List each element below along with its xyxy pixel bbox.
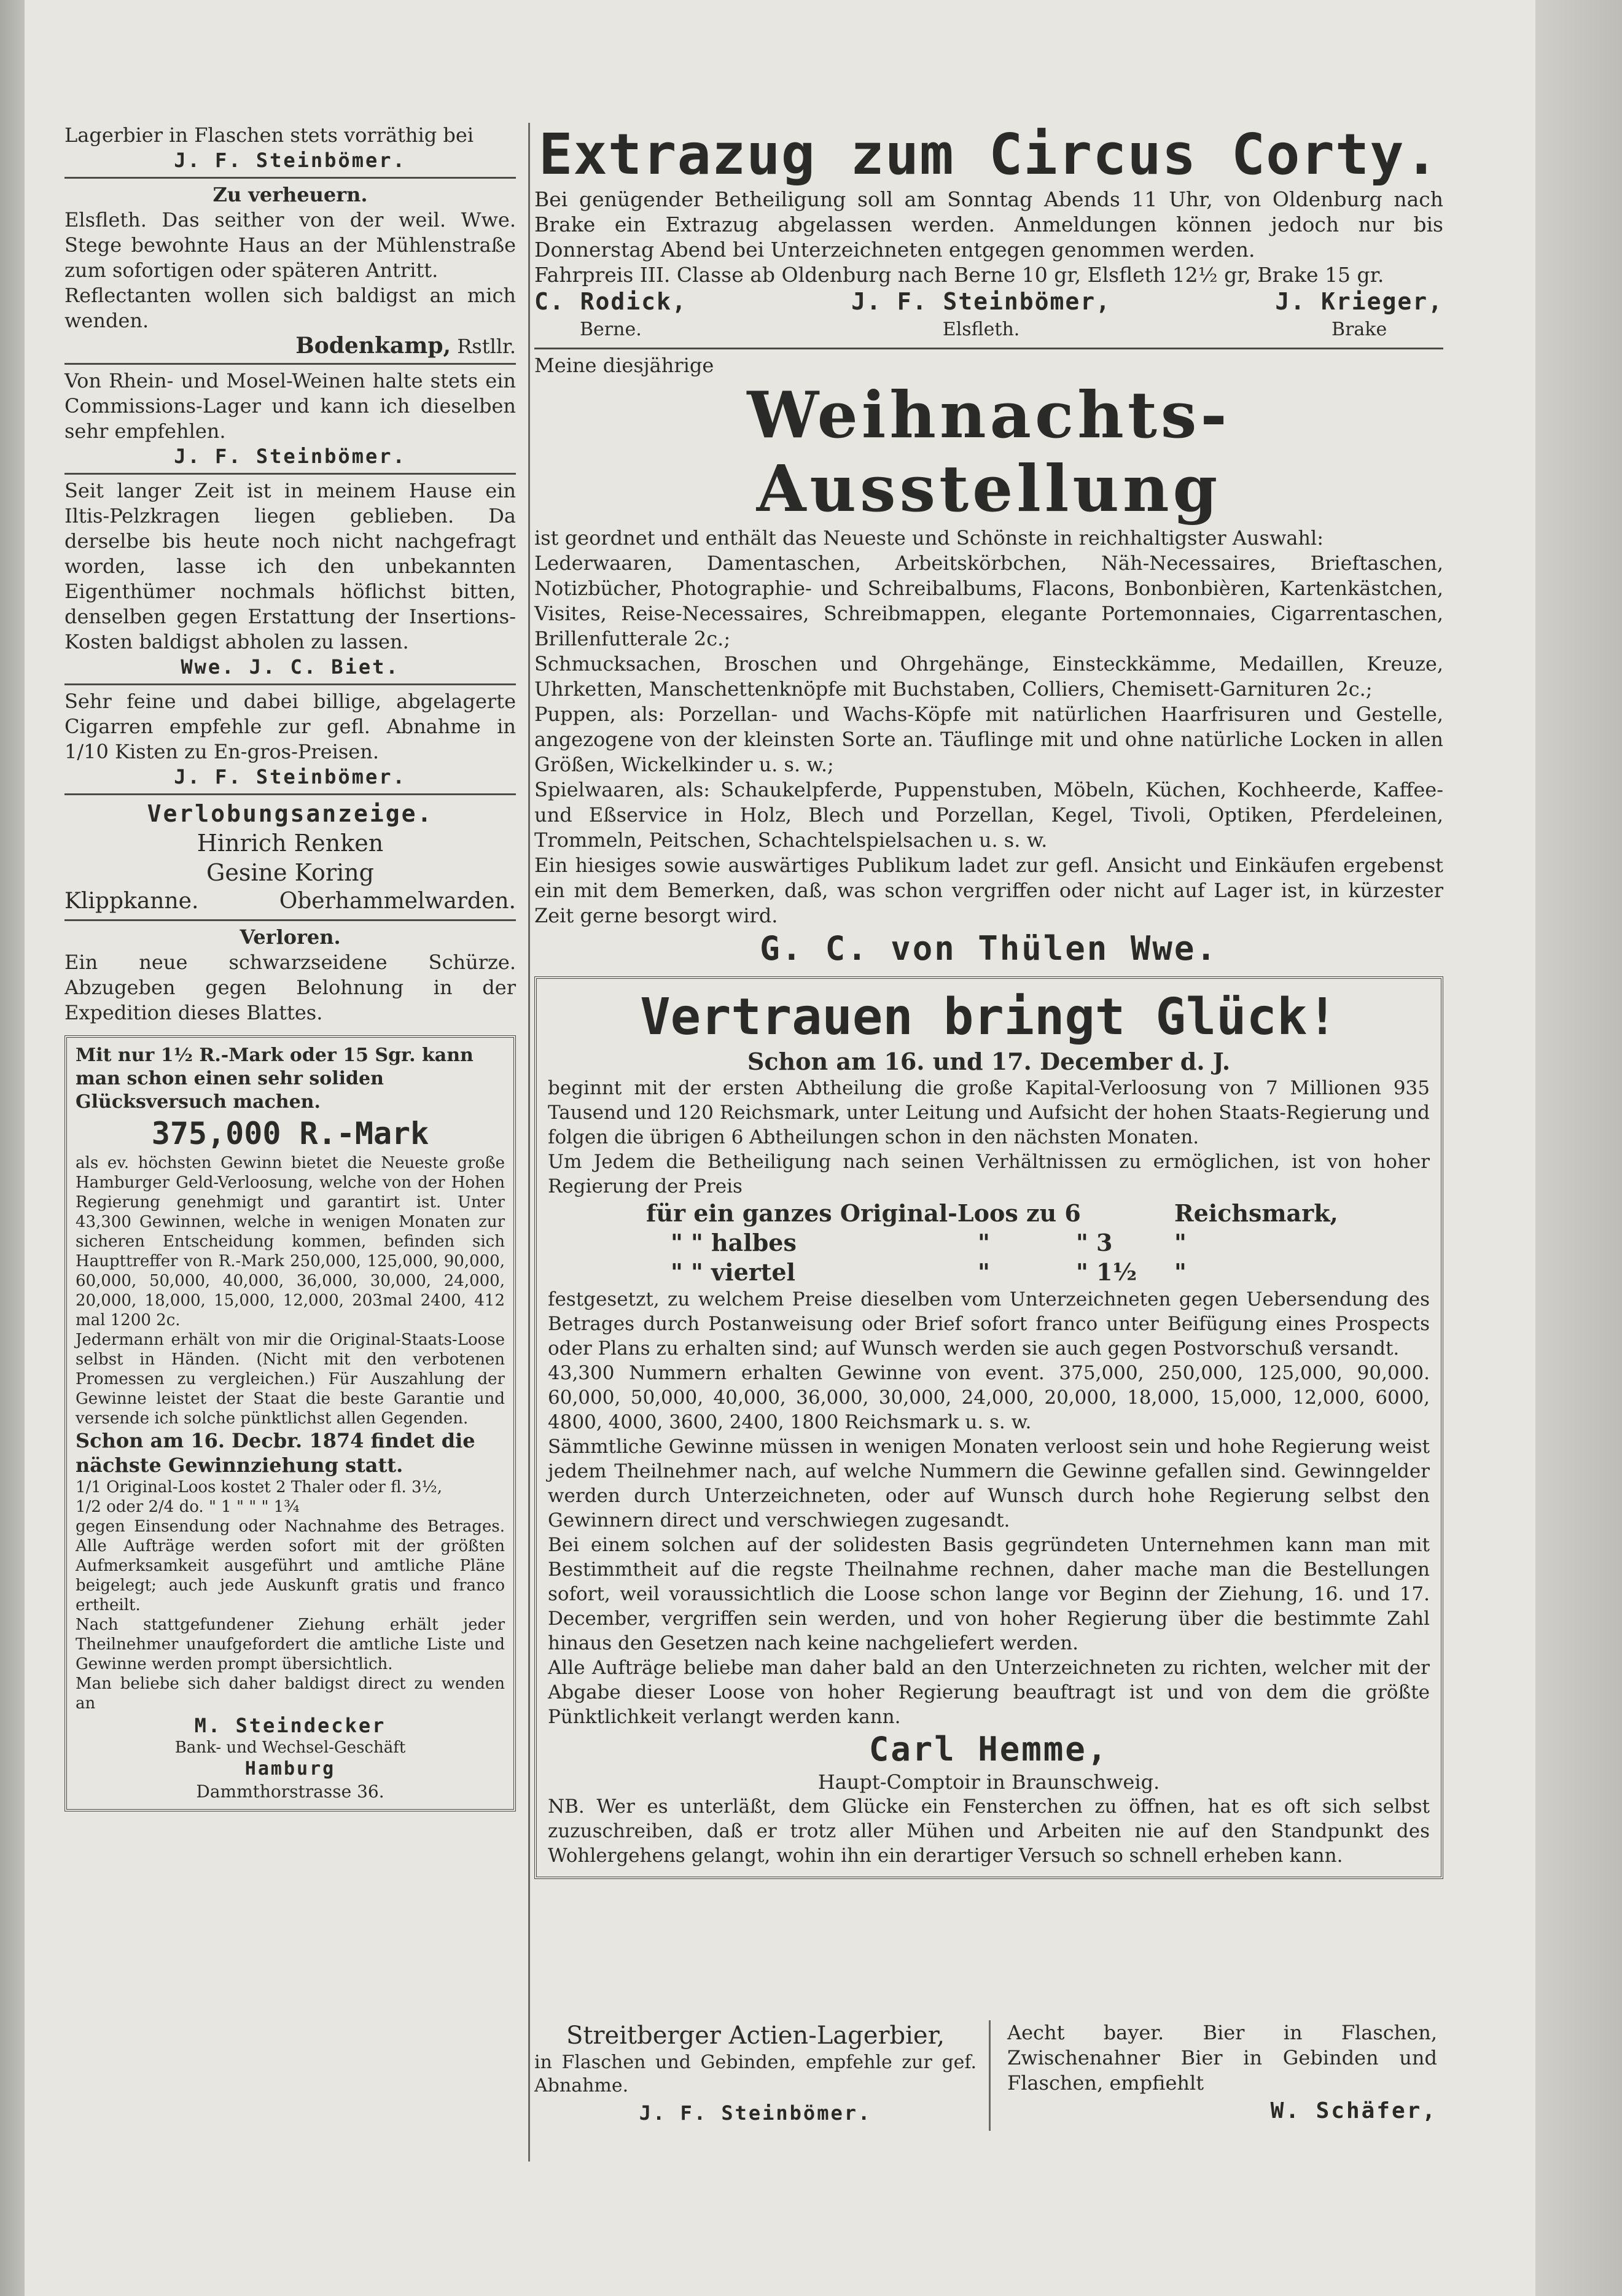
divider <box>64 919 516 921</box>
ad-text: beginnt mit der ersten Abtheilung die große Kapital-Verloosung von 7 Millionen 935 Tausend und 120 Reichsmark, unter Leitung und Aufsicht der hohen Staats-Regierung und folgen die übrigen 6 Abtheilungen schon in den nächsten Monaten. <box>548 1077 1430 1148</box>
loos-ditto: " <box>1174 1258 1187 1286</box>
ad-text: Sämmtliche Gewinne müssen in wenigen Monaten verloost sein und hohe Regierung weist jedem Theilnehmer nach, auf welche Nummern die Gewinne gefallen sind. Gewinngelder werden durch Unterzeichneten, oder auf Wunsch durch hohe Regierung selbst den Gewinnern direct und verschwiegen zugesandt. <box>548 1436 1430 1531</box>
signer-place: Brake <box>1332 319 1387 340</box>
ad-vertrauen <box>534 976 1443 1879</box>
ad-text: Reflectanten wollen sich baldigst an mich wenden. <box>64 284 516 332</box>
signer-name: J. Krieger, <box>1275 288 1443 315</box>
right-column <box>534 123 1443 1879</box>
ad-item-leather: Lederwaaren, Damentaschen, Arbeitskörbchen, Näh-Necessaires, Brieftaschen, Notizbücher, Photographie- und Schreibalbums, Flacons, Bonbonbièren, Kartenkästchen, Visites, Reise-Necessaires, Schreibmappen, elegante Portemonnaies, Cigarrentaschen, Brillenfutterale 2c.; <box>534 551 1443 650</box>
ad-extrazug <box>534 123 1443 344</box>
ad-text: Aecht bayer. Bier in Flaschen, Zwischenahner Bier in Gebinden und Flaschen, empfiehlt <box>1007 2021 1437 2095</box>
ad-signature: W. Schäfer, <box>1270 2098 1437 2123</box>
ad-streitberger <box>534 2020 977 2128</box>
ad-text: Man beliebe sich daher baldigst direct zu wenden an <box>76 1675 505 1713</box>
ad-text: Jedermann erhält von mir die Original-Staats-Loose selbst in Händen. (Nicht mit den verbotenen Promessen zu vergleichen.) Für Auszahlung der Gewinne leistet der Staat die beste Garantie und versende ich solche pünktlichst allen Gegenden. <box>76 1331 505 1428</box>
loos-row <box>548 1199 1430 1228</box>
ad-text: Ein hiesiges sowie auswärtiges Publikum ladet zur gefl. Ansicht und Einkäufen ergebenst ein mit dem Bemerken, daß, was schon vergriffen oder nicht auf Lager ist, in kürzester Zeit gerne besorgt wird. <box>534 854 1443 927</box>
loos-ditto: " <box>1174 1229 1187 1256</box>
ad-lagerbier <box>64 123 516 173</box>
ad-text: 43,300 Nummern erhalten Gewinne von event. 375,000, 250,000, 125,000, 90,000. 60,000, 50,000, 40,000, 36,000, 30,000, 24,000, 20,000, 18,000, 15,000, 12,000, 6000, 4800, 4000, 3600, 2400, 1800 Reichsmark u. s. w. <box>548 1362 1430 1433</box>
ad-bayer-bier <box>1007 2020 1437 2127</box>
ad-pre: Meine diesjährige <box>534 354 714 377</box>
loos-row <box>548 1228 1430 1258</box>
page-edge <box>1535 0 1622 2296</box>
price-line: 1/2 oder 2/4 do. " 1 " " " 1¾ <box>76 1498 300 1516</box>
ad-note: NB. Wer es unterläßt, dem Glücke ein Fensterchen zu öffnen, hat es oft sich selbst zuzuschreiben, daß er trotz aller Mühen und Arbeiten nie auf den Standpunkt des Wohlergehens gelangt, wohin ihn ein derartiger Versuch so schnell erheben kann. <box>548 1796 1430 1867</box>
loos-price: " 3 <box>1076 1229 1113 1256</box>
ad-draw-date: Schon am 16. Decbr. 1874 findet die nächste Gewinnziehung statt. <box>76 1429 475 1477</box>
ad-text: Um Jedem die Betheiligung nach seinen Verhältnissen zu ermöglichen, ist von hoher Regierung der Preis <box>548 1151 1430 1197</box>
loos-ditto: " <box>978 1258 990 1286</box>
ad-fare: Fahrpreis III. Classe ab Oldenburg nach Berne 10 gr, Elsfleth 12½ gr, Brake 15 gr. <box>534 263 1384 287</box>
ad-lotterie-steindecker <box>64 1035 516 1812</box>
divider <box>64 473 516 475</box>
ad-heading: Verloren. <box>240 925 341 949</box>
ad-verheuern <box>64 182 516 359</box>
price-line: 1/1 Original-Loos kostet 2 Thaler oder fl. 3½, <box>76 1478 442 1496</box>
loos-label: " " halbes <box>671 1229 797 1256</box>
ad-text: Seit langer Zeit ist in meinem Hause ein Iltis-Pelzkragen liegen geblieben. Da derselbe bis heute noch nicht nachgefragt worden, lasse ich den unbekannten Eigenthümer nochmals höflichst bitten, denselben gegen Erstattung der Insertions-Kosten baldigst abholen zu lassen. <box>64 479 516 653</box>
loos-row <box>548 1258 1430 1287</box>
ad-title: Vertrauen bringt Glück! <box>640 988 1338 1046</box>
firm-city: Hamburg <box>244 1758 336 1780</box>
ad-signature: G. C. von Thülen Wwe. <box>760 929 1218 968</box>
ad-iltis <box>64 478 516 680</box>
ad-subtitle: Schon am 16. und 17. December d. J. <box>747 1048 1231 1075</box>
ad-prize: 375,000 R.-Mark <box>151 1116 429 1151</box>
ad-rhein-mosel <box>64 368 516 469</box>
ad-signature: Wwe. J. C. Biet. <box>181 655 400 679</box>
ad-text: Bei genügender Betheiligung soll am Sonntag Abends 11 Uhr, von Oldenburg nach Brake ein Extrazug abgelassen werden. Anmeldungen können jedoch nur bis Donnerstag Abend bei Unterzeichneten entgegen genommen werden. <box>534 187 1443 262</box>
ad-title: Weihnachts-Ausstellung <box>747 377 1231 526</box>
signatures <box>534 287 1443 344</box>
ad-signature-sub: Haupt-Comptoir in Braunschweig. <box>817 1770 1160 1794</box>
ad-text: Alle Aufträge beliebe man daher bald an den Unterzeichneten zu richten, welcher mit der Abgabe dieser Loose von hoher Regierung beauftragt ist und von dem die größte Pünktlichkeit verlangt werden kann. <box>548 1657 1430 1728</box>
ad-signature: J. F. Steinbömer. <box>639 2101 872 2125</box>
ad-heading: Zu verheuern. <box>212 183 368 206</box>
ad-weihnachts-ausstellung <box>534 353 1443 969</box>
ad-item-jewellery: Schmucksachen, Broschen und Ohrgehänge, Einsteckkämme, Medaillen, Kreuze, Uhrketten, Manschettenknöpfe mit Buchstaben, Colliers, Chemisett-Garnituren 2c.; <box>534 652 1443 701</box>
groom-name: Hinrich Renken <box>197 830 384 857</box>
ad-signature: Carl Hemme, <box>868 1730 1109 1769</box>
loos-unit: Reichsmark, <box>1174 1199 1338 1227</box>
ad-text: als ev. höchsten Gewinn bietet die Neueste große Hamburger Geld-Verloosung, welche von der Hohen Regierung genehmigt und garantirt ist. Unter 43,300 Gewinnen, welche in wenigen Monaten zur sicheren Entscheidung kommen, befinden sich Haupttreffer von R.-Mark 250,000, 125,000, 90,000, 60,000, 50,000, 40,000, 36,000, 30,000, 24,000, 20,000, 18,000, 15,000, 12,000, 203mal 2400, 412 mal 1200 2c. <box>76 1154 505 1329</box>
loos-label: " " viertel <box>671 1258 795 1286</box>
ad-title: Streitberger Actien-Lagerbier, <box>566 2022 945 2050</box>
ad-intro: Mit nur 1½ R.-Mark oder 15 Sgr. kann man schon einen sehr soliden Glücksversuch machen. <box>76 1045 474 1113</box>
ad-text: in Flaschen und Gebinden, empfehle zur gef. Abnahme. <box>534 2052 977 2096</box>
ad-heading: Verlobungsanzeige. <box>147 800 434 827</box>
ad-text: Lagerbier in Flaschen stets vorräthig bei <box>64 123 474 147</box>
divider <box>534 348 1443 349</box>
column-divider <box>989 2020 991 2131</box>
ad-text: Bei einem solchen auf der solidesten Basis gegründeten Unternehmen kann man mit Bestimmtheit auf die regste Theilnahme rechnen, daher mache man die Bestellungen sofort, weil voraussichtlich die Loose schon lange vor Beginn der Ziehung, 16. und 17. December, vergriffen sein werden, und von hoher Regierung über die bestimmte Zahl hinaus den Gesetzen nach keine nachgeliefert werden. <box>548 1534 1430 1654</box>
ad-text: Von Rhein- und Mosel-Weinen halte stets ein Commissions-Lager und kann ich dieselben sehr empfehlen. <box>64 369 516 443</box>
ad-item-dolls: Puppen, als: Porzellan- und Wachs-Köpfe mit natürlichen Haarfrisuren und Gestelle, angezogene von der kleinsten Sorte an. Täuflinge mit und ohne natürliche Locken in allen Größen, Wickelkinder u. s. w.; <box>534 702 1443 776</box>
ad-text: Sehr feine und dabei billige, abgelagerte Cigarren empfehle zur gefl. Abnahme in 1/10 Kisten zu En-gros-Preisen. <box>64 690 516 763</box>
ad-cigarren <box>64 689 516 790</box>
firm-street: Dammthorstrasse 36. <box>196 1781 384 1802</box>
ad-text: Ein neue schwarzseidene Schürze. Abzugeben gegen Belohnung in der Expedition dieses Blattes. <box>64 951 516 1024</box>
ad-text: festgesetzt, zu welchem Preise dieselben vom Unterzeichneten gegen Uebersendung des Betrages durch Postanweisung oder Brief sofort franco unter Beifügung eines Prospects oder Plans zu erhalten sind; auf Wunsch werden sie auch gegen Postvorschuß versandt. <box>548 1288 1430 1360</box>
bride-name: Gesine Koring <box>206 859 374 886</box>
ad-text: Nach stattgefundener Ziehung erhält jeder Theilnehmer unaufgefordert die amtliche Liste und Gewinne werden prompt übersichtlich. <box>76 1616 505 1673</box>
place-groom: Klippkanne. <box>64 889 199 914</box>
ad-verlobung <box>64 799 516 916</box>
firm-name: M. Steindecker <box>194 1714 386 1737</box>
left-column <box>64 123 516 1812</box>
ad-signature: Bodenkamp, <box>295 333 451 359</box>
signer-place: Berne. <box>580 319 642 340</box>
divider <box>64 793 516 795</box>
divider <box>64 363 516 365</box>
signer-name: J. F. Steinbömer, <box>851 288 1112 315</box>
ad-signature-suffix: Rstllr. <box>457 335 516 358</box>
ad-verloren <box>64 925 516 1025</box>
ad-signature: J. F. Steinbömer. <box>174 765 407 788</box>
ad-intro: ist geordnet und enthält das Neueste und Schönste in reichhaltigster Auswahl: <box>534 526 1324 550</box>
ad-signature: J. F. Steinbömer. <box>174 445 407 468</box>
place-bride: Oberhammelwarden. <box>279 889 516 914</box>
ad-title: Extrazug zum Circus Corty. <box>538 122 1440 187</box>
ad-signature: J. F. Steinbömer. <box>174 149 407 172</box>
ad-text: Elsfleth. Das seither von der weil. Wwe. Stege bewohnte Haus an der Mühlenstraße zum sofortigen oder späteren Antritt. <box>64 208 516 282</box>
loos-price: " 1½ <box>1076 1258 1137 1286</box>
loos-label: für ein ganzes Original-Loos zu 6 <box>646 1199 1081 1227</box>
divider <box>64 177 516 179</box>
column-divider <box>528 123 530 2162</box>
divider <box>64 683 516 685</box>
ad-text: gegen Einsendung oder Nachnahme des Betrages. Alle Aufträge werden sofort mit der größten Aufmerksamkeit ausgeführt und amtliche Pläne beigelegt; auch jede Auskunft gratis und franco ertheilt. <box>76 1517 505 1614</box>
signer-name: C. Rodick, <box>534 288 687 315</box>
firm-type: Bank- und Wechsel-Geschäft <box>174 1738 406 1757</box>
loos-ditto: " <box>978 1229 990 1256</box>
ad-item-toys: Spielwaaren, als: Schaukelpferde, Puppenstuben, Möbeln, Küchen, Kochheerde, Kaffee- und Eßservice in Holz, Blech und Porzellan, Kegel, Tivoli, Optiken, Pferdeleinen, Trommeln, Peitschen, Schachtelspielsachen u. s. w. <box>534 778 1443 852</box>
signer-place: Elsfleth. <box>942 319 1020 340</box>
